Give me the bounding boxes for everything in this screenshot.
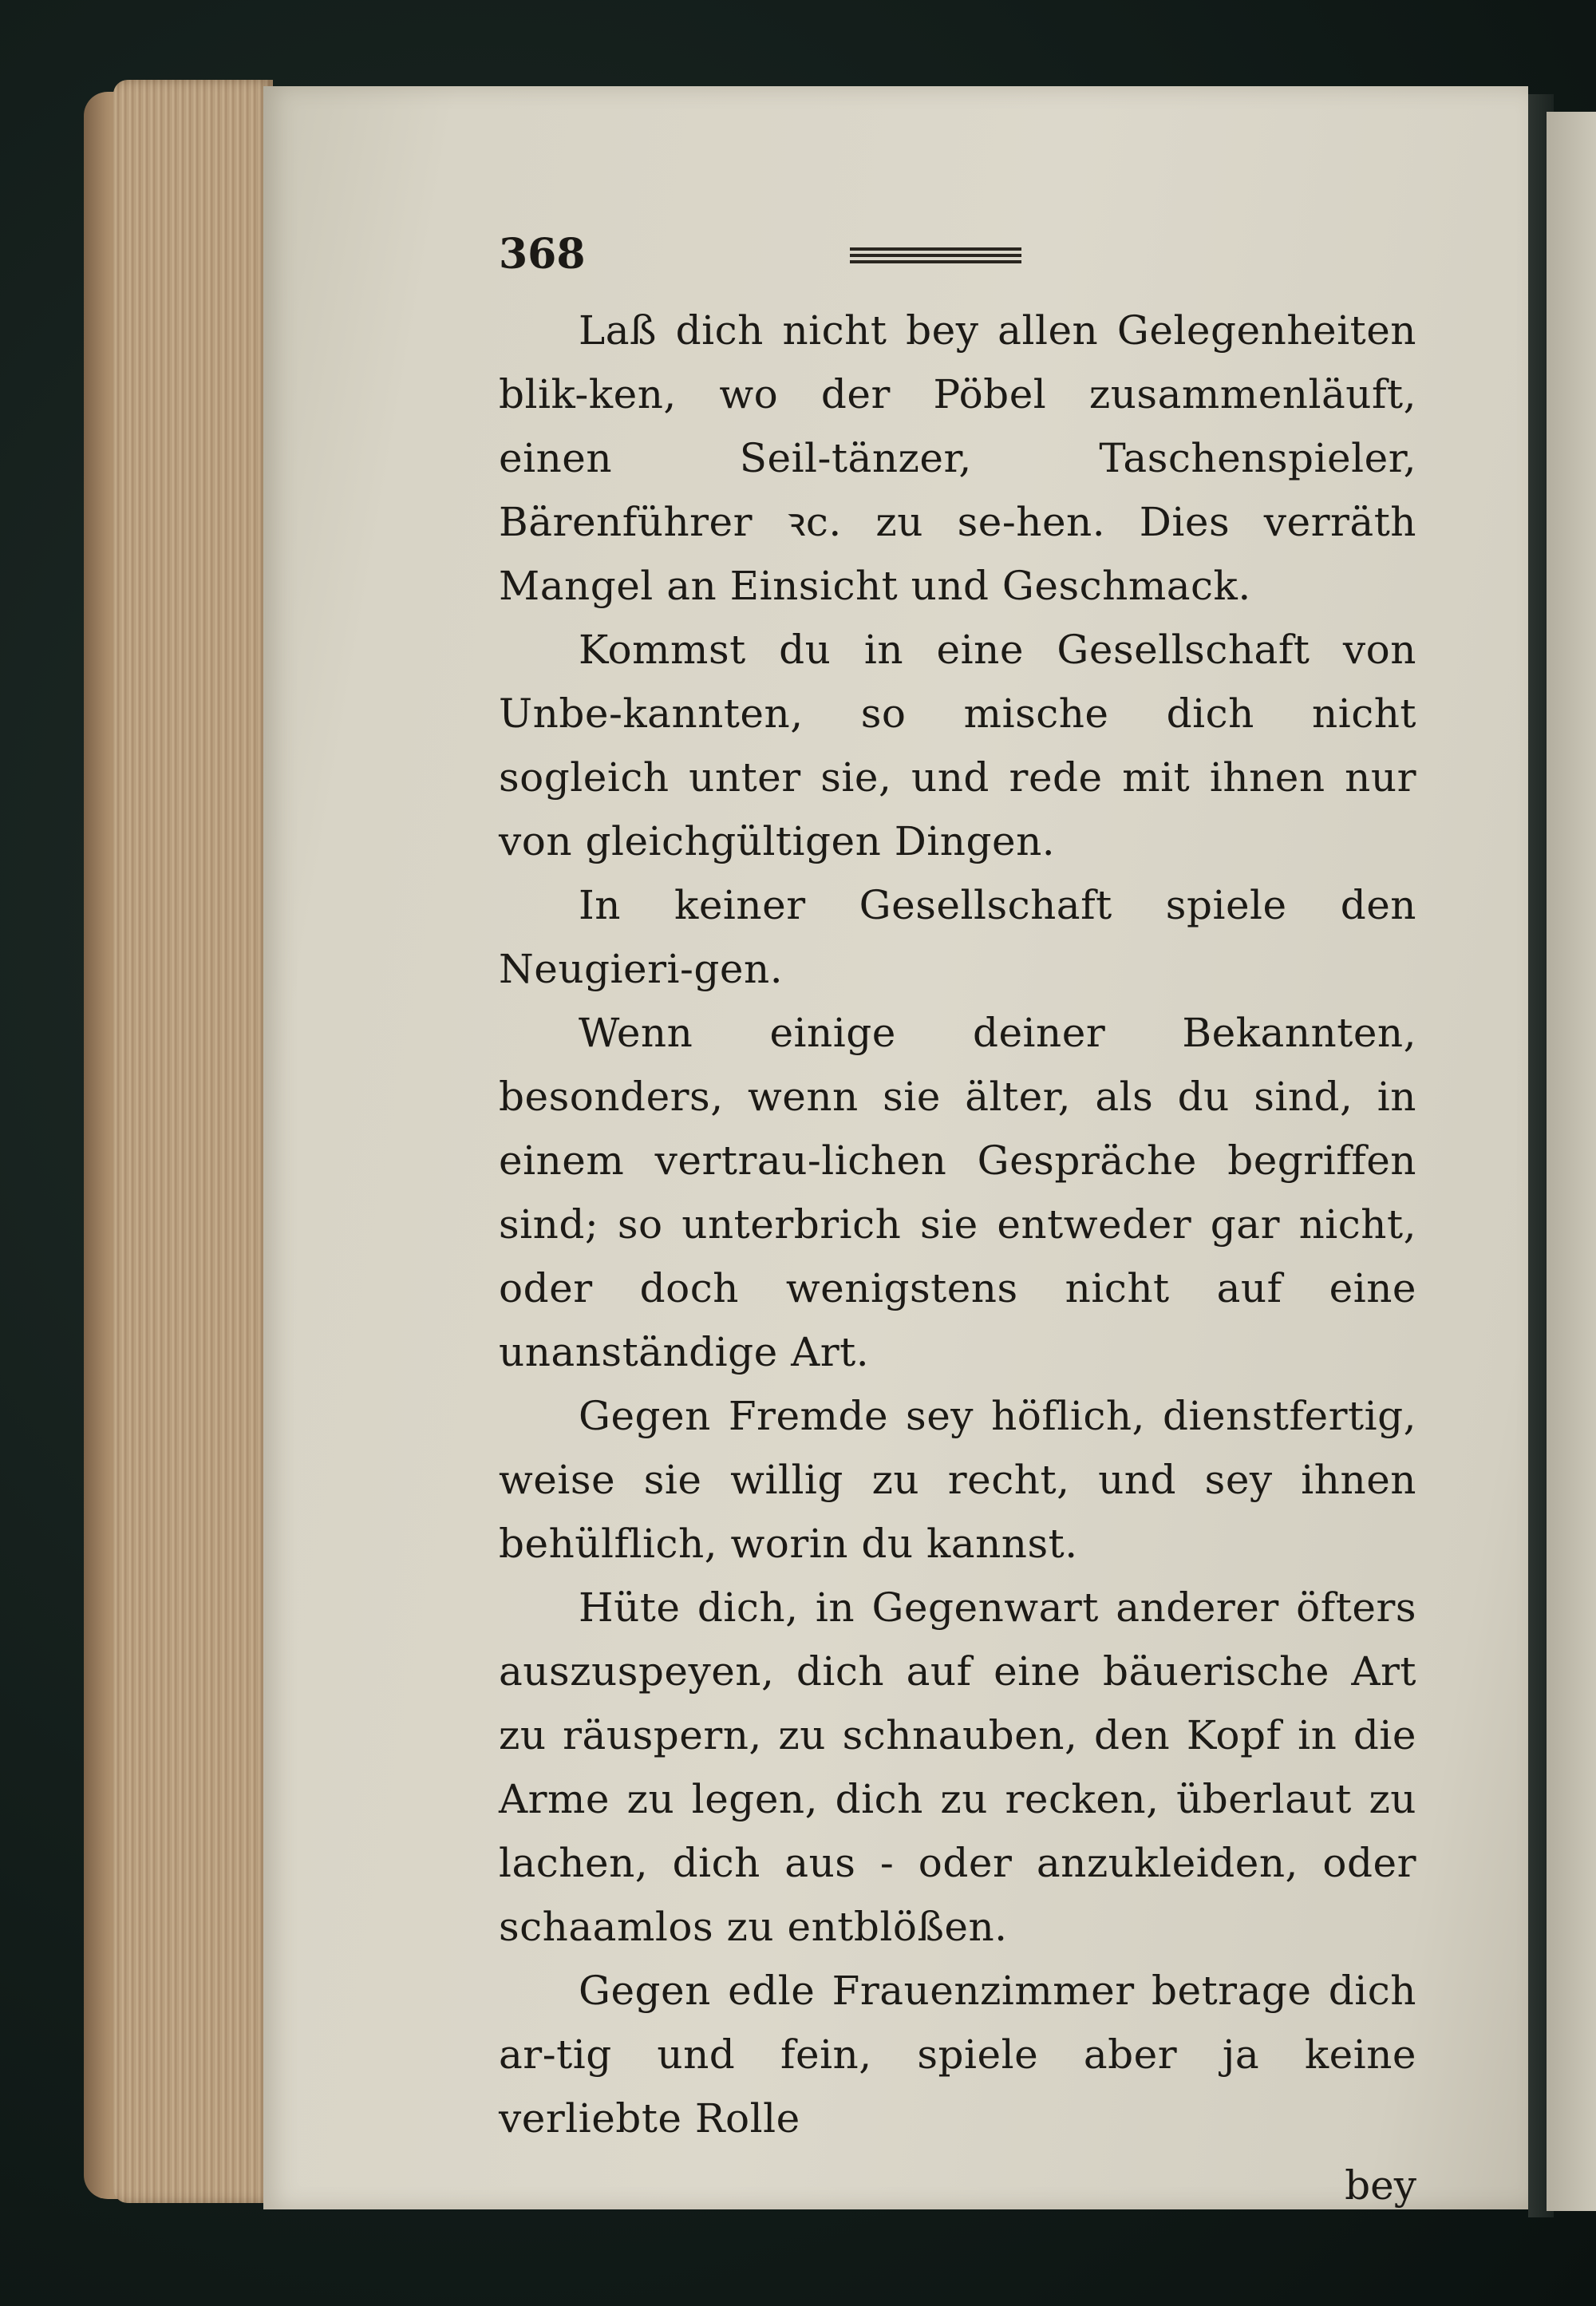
header-rule (850, 247, 1021, 267)
page-edges-stack (113, 80, 273, 2203)
paragraph: Laß dich nicht bey allen Gelegenheiten blik-ken, wo der Pöbel zusammenläuft, einen Seil-tänzer, Taschenspieler, Bärenführer ꝛc. zu se-hen. Dies verräth Mangel an Einsicht und Geschmack. (499, 307, 1416, 609)
paragraph: Gegen edle Frauenzimmer betrage dich ar-tig und fein, spiele aber ja keine verliebte Rolle (499, 1968, 1416, 2142)
paragraph: In keiner Gesellschaft spiele den Neugieri-gen. (499, 882, 1416, 992)
page-header (499, 230, 1416, 299)
paragraph: Hüte dich, in Gegenwart anderer öfters auszuspeyen, dich auf eine bäuerische Art zu räuspern, zu schnauben, den Kopf in die Arme zu legen, dich zu recken, überlaut zu lachen, dich aus - oder anzukleiden, oder schaamlos zu entblößen. (499, 1584, 1416, 1950)
paragraph: Gegen Fremde sey höflich, dienstfertig, weise sie willig zu recht, und sey ihnen behülflich, worin du kannst. (499, 1393, 1416, 1567)
page-number: 368 (499, 230, 586, 279)
paragraph: Kommst du in eine Gesellschaft von Unbe-kannten, so mische dich nicht sogleich unter sie, und rede mit ihnen nur von gleichgültigen Dingen. (499, 627, 1416, 864)
paragraph: Wenn einige deiner Bekannten, besonders, wenn sie älter, als du sind, in einem vertrau-lichen Gespräche begriffen sind; so unterbrich sie entweder gar nicht, oder doch wenigstens nicht auf eine unanständige Art. (499, 1010, 1416, 1375)
page-text-block (499, 230, 1416, 2217)
catchword: bey (1345, 2162, 1416, 2209)
facing-page-edge (1547, 112, 1596, 2211)
